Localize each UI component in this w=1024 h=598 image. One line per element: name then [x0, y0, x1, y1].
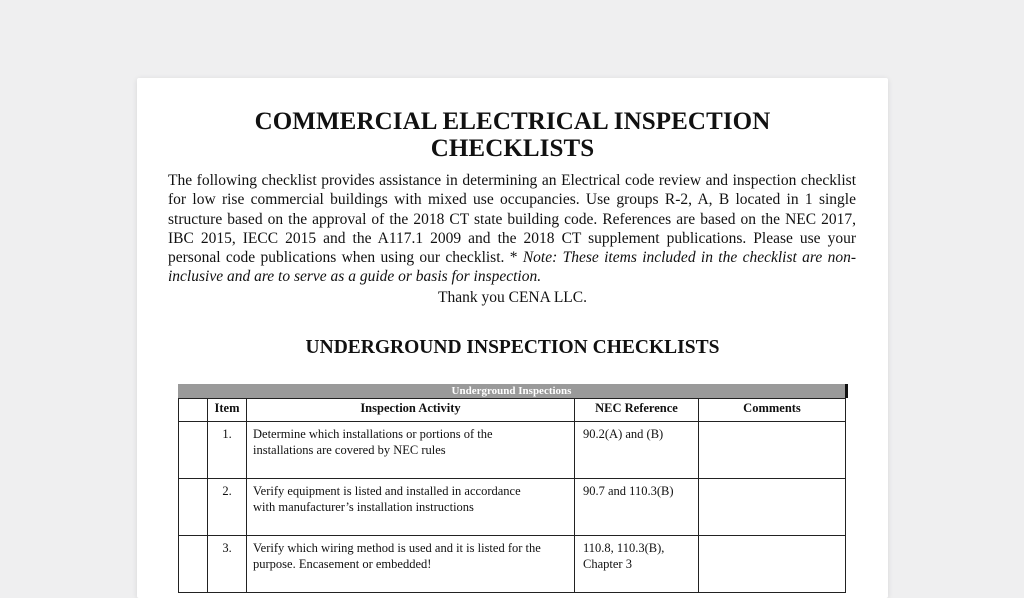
activity-line: Verify equipment is listed and installed in accordance — [253, 484, 521, 498]
section-title: UNDERGROUND INSPECTION CHECKLISTS — [305, 337, 720, 358]
header-item: Item — [208, 399, 247, 422]
reference-cell — [575, 536, 699, 593]
intro-paragraph — [168, 171, 856, 287]
table-header-row — [179, 399, 846, 422]
reference-line: Chapter 3 — [583, 557, 632, 571]
row-blank-cell — [179, 422, 208, 479]
comments-cell — [699, 479, 846, 536]
activity-cell — [247, 479, 575, 536]
underground-table — [178, 384, 848, 593]
reference-line: 90.2(A) and (B) — [583, 427, 664, 441]
comments-cell — [699, 422, 846, 479]
document-page — [137, 78, 888, 598]
reference-cell — [575, 479, 699, 536]
header-blank — [179, 399, 208, 422]
table-row — [179, 536, 846, 593]
reference-line: 110.8, 110.3(B), — [583, 541, 665, 555]
header-comments: Comments — [699, 399, 846, 422]
row-blank-cell — [179, 536, 208, 593]
header-activity: Inspection Activity — [247, 399, 575, 422]
activity-cell — [247, 536, 575, 593]
item-number: 2. — [208, 479, 247, 536]
title-line-1: COMMERCIAL ELECTRICAL INSPECTION — [254, 108, 771, 135]
activity-line: installations are covered by NEC rules — [253, 443, 446, 457]
thanks-line: Thank you CENA LLC. — [438, 289, 587, 306]
document-title — [137, 108, 888, 162]
activity-line: with manufacturer’s installation instructions — [253, 500, 474, 514]
activity-line: purpose. Encasement or embedded! — [253, 557, 432, 571]
title-line-2: CHECKLISTS — [430, 135, 595, 162]
table-banner: Underground Inspections — [178, 384, 848, 398]
item-number: 1. — [208, 422, 247, 479]
activity-line: Determine which installations or portions of the — [253, 427, 493, 441]
reference-line: 90.7 and 110.3(B) — [583, 484, 674, 498]
intro-text: The following checklist provides assistance in determining an Electrical code review and inspection checklist for low rise commercial buildings with mixed use occupancies. Use groups R-2, A, B located in 1 single structure based on the approval of the 2018 CT state building code. References are based on the NEC 2017, IBC 2015, IECC 2015 and the A117.1 2009 and the 2018 CT supplement publications. Please use your personal code publications when using our checklist. * — [168, 172, 856, 267]
item-number: 3. — [208, 536, 247, 593]
row-blank-cell — [179, 479, 208, 536]
reference-cell — [575, 422, 699, 479]
inspection-table — [178, 398, 846, 593]
intro-note: Note: These items included in the checklist are non-inclusive and are to serve as a guide or basis for inspection. — [168, 249, 856, 286]
table-row — [179, 479, 846, 536]
activity-line: Verify which wiring method is used and it is listed for the — [253, 541, 541, 555]
header-reference: NEC Reference — [575, 399, 699, 422]
comments-cell — [699, 536, 846, 593]
activity-cell — [247, 422, 575, 479]
table-row — [179, 422, 846, 479]
